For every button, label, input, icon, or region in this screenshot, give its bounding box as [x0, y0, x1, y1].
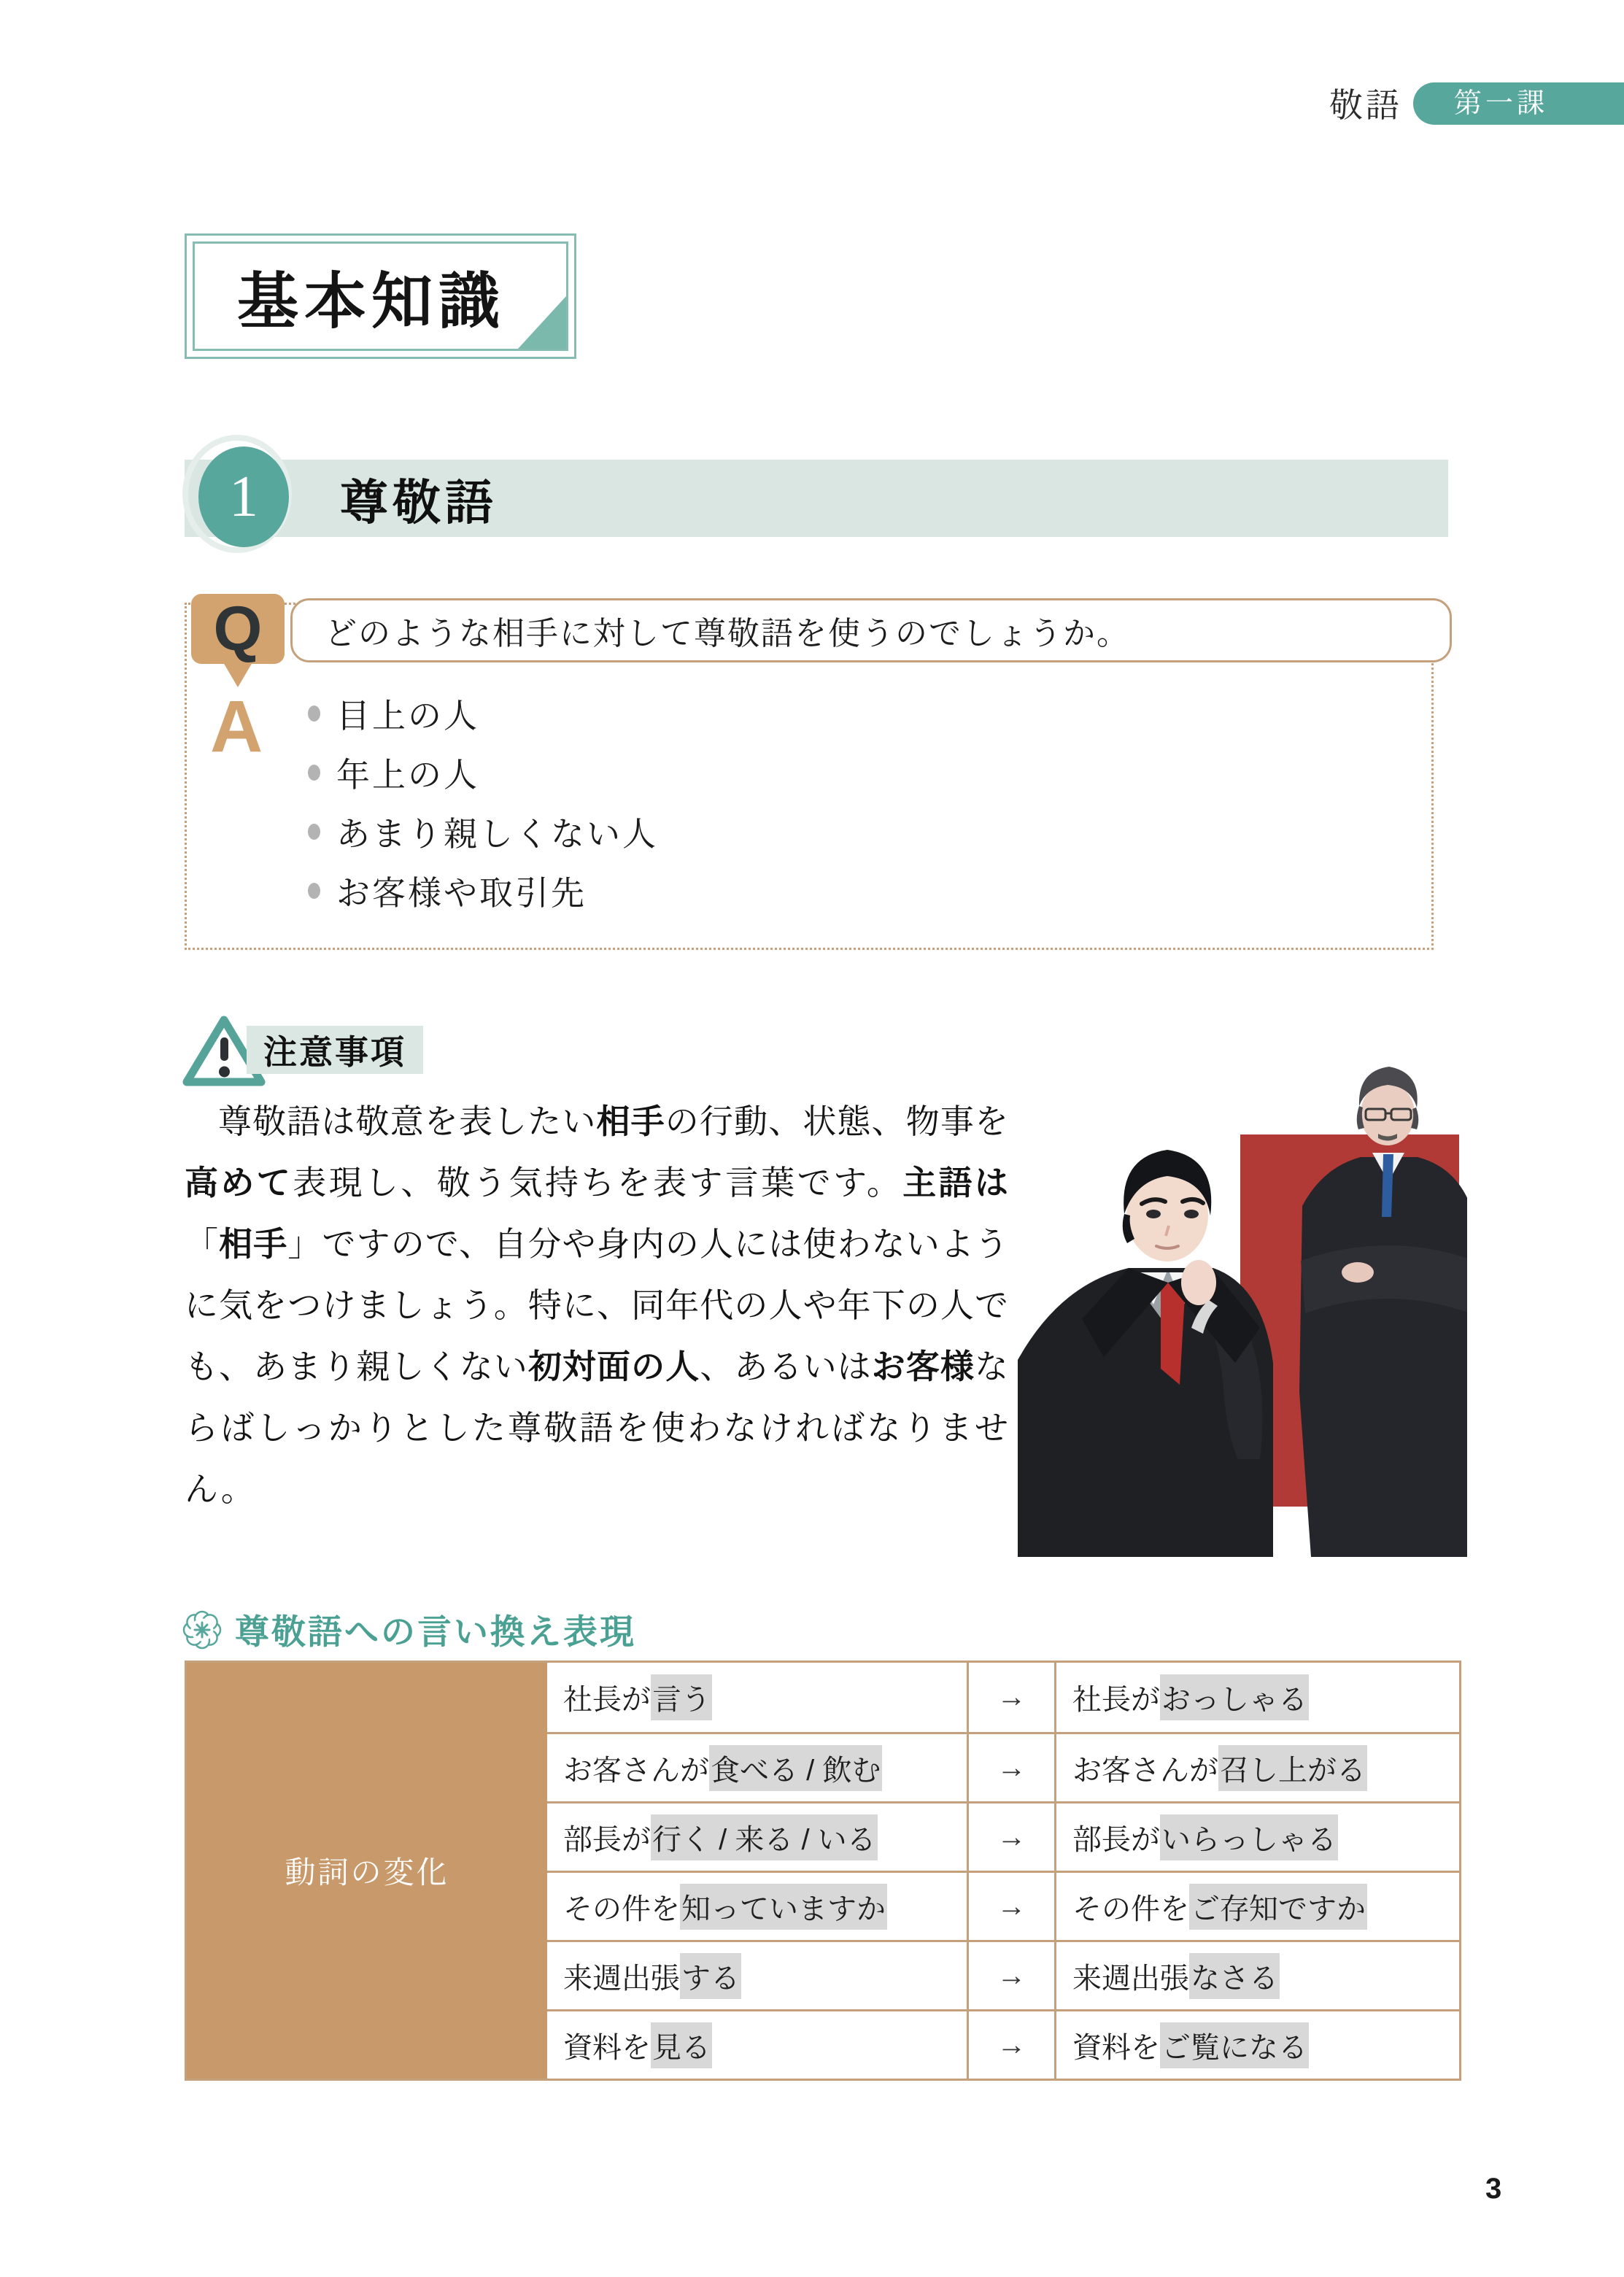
highlighted-term: ご覧になる: [1160, 2022, 1309, 2068]
text-run: 部長が: [1072, 1823, 1160, 1856]
answer-text: 目上の人: [336, 697, 479, 735]
bullet-icon: [308, 705, 320, 722]
answer-list: [308, 692, 658, 928]
highlighted-term: 行く / 来る / いる: [651, 1814, 878, 1860]
highlighted-term: する: [680, 1953, 741, 1999]
arrow-cell: →: [969, 1871, 1056, 1940]
arrow-cell: →: [969, 1801, 1056, 1871]
plain-phrase-cell: [547, 1663, 969, 1732]
answer-item: [308, 692, 658, 735]
corner-triangle-decoration: [518, 296, 566, 349]
answer-text: 年上の人: [336, 757, 479, 794]
honorific-phrase-cell: [1056, 1940, 1459, 2009]
text-run: 表現し、敬う気持ちを表す言葉です。: [293, 1164, 903, 1202]
answer-item: [308, 751, 658, 795]
arrow-cell: →: [969, 1663, 1056, 1732]
arrow-cell: →: [969, 1732, 1056, 1801]
notice-label: 注意事項: [263, 1033, 406, 1071]
bullet-icon: [308, 765, 320, 781]
businessmen-illustration: [1018, 1042, 1467, 1557]
page-title-frame: [193, 241, 568, 351]
bold-term: 高めて: [185, 1164, 293, 1202]
text-run: お客さんが: [563, 1754, 709, 1787]
highlighted-term: 知っていますか: [680, 1884, 887, 1930]
highlighted-term: 見る: [651, 2022, 712, 2068]
lesson-badge: 第一課: [1413, 82, 1624, 125]
highlighted-term: いらっしゃる: [1160, 1814, 1338, 1860]
bullet-icon: [308, 883, 320, 899]
bullet-icon: [308, 824, 320, 840]
page-title: 基本知識: [237, 268, 506, 336]
bold-term: 相手: [219, 1226, 288, 1263]
question-box: [290, 598, 1452, 662]
text-run: 資料を: [563, 2031, 651, 2064]
bold-term: 主語は: [902, 1164, 1010, 1202]
notice-paragraph: [185, 1091, 1009, 1520]
page-number: 3: [1485, 2173, 1502, 2205]
highlighted-term: 召し上がる: [1218, 1745, 1367, 1791]
answer-text: あまり親しくない人: [336, 816, 658, 853]
plain-phrase-cell: [547, 2009, 969, 2079]
answer-item: [308, 810, 658, 854]
text-run: 「: [185, 1226, 220, 1263]
section-number-badge: [198, 446, 289, 547]
honorific-phrase-cell: [1056, 1663, 1459, 1732]
answer-text: お客様や取引先: [336, 875, 587, 912]
highlighted-term: 食べる / 飲む: [709, 1745, 882, 1791]
section-number: 1: [229, 465, 258, 529]
question-bubble: [191, 594, 285, 664]
highlighted-term: 言う: [651, 1674, 712, 1720]
a-label: A: [210, 686, 263, 768]
text-run: 社長が: [1072, 1684, 1160, 1716]
arrow-cell: →: [969, 1940, 1056, 2009]
text-run: 部長が: [563, 1823, 651, 1856]
plain-phrase-cell: [547, 1940, 969, 2009]
table-section-title: 尊敬語への言い換え表現: [235, 1612, 636, 1651]
text-run: その件を: [563, 1893, 680, 1925]
honorific-phrase-cell: [1056, 1871, 1459, 1940]
q-label: Q: [213, 594, 263, 664]
text-run: 社長が: [563, 1684, 651, 1716]
section-title: 尊敬語: [340, 476, 498, 530]
section-header-band: [185, 460, 1448, 537]
text-run: 、あるいは: [700, 1348, 872, 1385]
bold-term: お客様: [871, 1348, 975, 1385]
answer-item: [308, 869, 658, 913]
plain-phrase-cell: [547, 1871, 969, 1940]
text-run: その件を: [1072, 1893, 1189, 1925]
chapter-title: 敬語: [1329, 87, 1402, 124]
honorific-phrase-cell: [1056, 1732, 1459, 1801]
text-run: 来週出張: [563, 1962, 680, 1995]
honorific-phrase-cell: [1056, 2009, 1459, 2079]
text-run: お客さんが: [1072, 1754, 1218, 1787]
plain-phrase-cell: [547, 1801, 969, 1871]
arrow-cell: →: [969, 2009, 1056, 2079]
flower-asterisk-icon: [182, 1610, 222, 1650]
text-run: 尊敬語は敬意を表したい: [218, 1103, 597, 1140]
text-run: 来週出張: [1072, 1962, 1189, 1995]
text-run: ならばしっかりとした尊敬語を使わなければなりません。: [185, 1348, 1010, 1508]
highlighted-term: なさる: [1189, 1953, 1280, 1999]
text-run: の行動、状態、物事を: [665, 1103, 1010, 1140]
text-run: 」ですので、自分や身内の人には使わないように気をつけましょう。特に、同年代の人や年下の人でも、あまり親しくない: [185, 1226, 1010, 1385]
honorific-phrase-cell: [1056, 1801, 1459, 1871]
table-row-header: 動詞の変化: [187, 1663, 547, 2079]
plain-phrase-cell: [547, 1732, 969, 1801]
highlighted-term: おっしゃる: [1160, 1674, 1309, 1720]
highlighted-term: ご存知ですか: [1189, 1884, 1367, 1930]
text-run: 資料を: [1072, 2031, 1160, 2064]
young-businessman: [1018, 1150, 1273, 1557]
bold-term: 初対面の人: [527, 1348, 700, 1385]
conversion-table: [185, 1661, 1461, 2081]
bold-term: 相手: [596, 1103, 665, 1140]
question-text: どのような相手に対して尊敬語を使うのでしょうか。: [325, 616, 1130, 652]
notice-label-chip: [247, 1026, 423, 1074]
table-section-header: [182, 1605, 636, 1654]
page-title-box: [185, 233, 576, 359]
